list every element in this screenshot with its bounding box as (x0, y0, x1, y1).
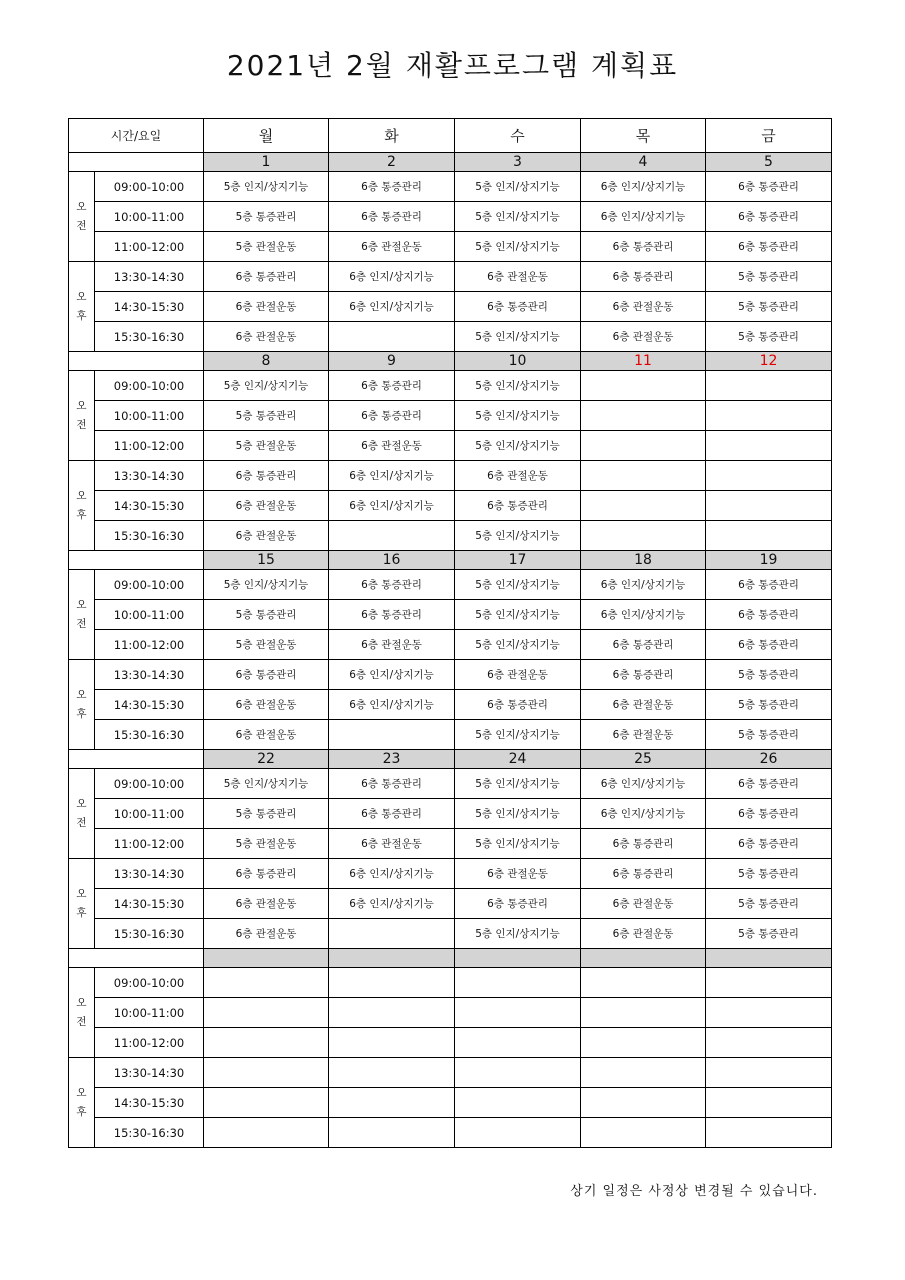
time-slot-row (69, 371, 832, 401)
program-cell: 6층 통증관리 (581, 232, 706, 262)
program-cell: 6층 관절운동 (455, 859, 581, 889)
program-cell: 6층 관절운동 (455, 461, 581, 491)
time-slot-row (69, 829, 832, 859)
program-cell: 6층 통증관리 (329, 600, 455, 630)
program-cell: 5층 관절운동 (204, 630, 329, 660)
time-slot-row (69, 1088, 832, 1118)
program-cell (329, 1118, 455, 1148)
program-cell (706, 491, 832, 521)
program-cell: 5층 인지/상지기능 (455, 172, 581, 202)
time-cell: 14:30-15:30 (95, 491, 204, 521)
time-slot-row (69, 769, 832, 799)
program-cell: 6층 통증관리 (455, 491, 581, 521)
time-slot-row (69, 630, 832, 660)
time-slot-row (69, 570, 832, 600)
program-cell: 6층 인지/상지기능 (581, 172, 706, 202)
date-row (69, 750, 832, 769)
time-cell: 15:30-16:30 (95, 1118, 204, 1148)
program-cell (455, 1058, 581, 1088)
program-cell: 6층 통증관리 (204, 660, 329, 690)
program-cell: 6층 관절운동 (581, 690, 706, 720)
program-cell (706, 401, 832, 431)
date-cell: 12 (706, 352, 832, 371)
program-cell: 5층 인지/상지기능 (455, 829, 581, 859)
date-row (69, 153, 832, 172)
program-cell: 6층 인지/상지기능 (329, 889, 455, 919)
date-row-spacer (69, 750, 204, 769)
program-cell (204, 1118, 329, 1148)
time-slot-row (69, 262, 832, 292)
program-cell (581, 998, 706, 1028)
program-cell (706, 968, 832, 998)
program-cell (455, 998, 581, 1028)
program-cell: 5층 인지/상지기능 (455, 600, 581, 630)
program-cell: 6층 인지/상지기능 (329, 660, 455, 690)
time-slot-row (69, 1058, 832, 1088)
date-cell: 16 (329, 551, 455, 570)
time-slot-row (69, 600, 832, 630)
date-cell: 22 (204, 750, 329, 769)
time-cell: 14:30-15:30 (95, 1088, 204, 1118)
time-cell: 13:30-14:30 (95, 461, 204, 491)
period-am-label: 오전 (69, 769, 95, 859)
program-cell (581, 491, 706, 521)
program-cell: 6층 통증관리 (204, 859, 329, 889)
program-cell (581, 968, 706, 998)
day-header: 화 (329, 119, 455, 153)
schedule-table (68, 118, 832, 1148)
time-cell: 10:00-11:00 (95, 401, 204, 431)
program-cell: 5층 인지/상지기능 (455, 202, 581, 232)
program-cell (329, 919, 455, 949)
program-cell: 6층 관절운동 (329, 630, 455, 660)
program-cell: 6층 통증관리 (706, 799, 832, 829)
date-cell: 10 (455, 352, 581, 371)
program-cell (581, 371, 706, 401)
program-cell (581, 1088, 706, 1118)
time-cell: 11:00-12:00 (95, 829, 204, 859)
program-cell (581, 521, 706, 551)
program-cell: 5층 인지/상지기능 (204, 371, 329, 401)
program-cell: 5층 통증관리 (204, 202, 329, 232)
date-cell: 19 (706, 551, 832, 570)
date-row-spacer (69, 352, 204, 371)
program-cell: 6층 관절운동 (581, 889, 706, 919)
program-cell: 6층 통증관리 (455, 889, 581, 919)
program-cell: 6층 관절운동 (204, 521, 329, 551)
program-cell (204, 1028, 329, 1058)
time-cell: 13:30-14:30 (95, 859, 204, 889)
program-cell: 6층 통증관리 (706, 769, 832, 799)
day-header: 월 (204, 119, 329, 153)
program-cell: 6층 관절운동 (204, 919, 329, 949)
program-cell: 5층 통증관리 (204, 600, 329, 630)
program-cell: 6층 관절운동 (204, 690, 329, 720)
program-cell (706, 371, 832, 401)
program-cell: 5층 통증관리 (706, 720, 832, 750)
date-cell: 8 (204, 352, 329, 371)
time-slot-row (69, 491, 832, 521)
program-cell (581, 1058, 706, 1088)
program-cell: 6층 통증관리 (706, 172, 832, 202)
date-cell: 23 (329, 750, 455, 769)
time-slot-row (69, 889, 832, 919)
program-cell (581, 1028, 706, 1058)
program-cell: 6층 인지/상지기능 (329, 491, 455, 521)
program-cell (329, 720, 455, 750)
program-cell: 5층 통증관리 (706, 859, 832, 889)
program-cell: 5층 통증관리 (204, 401, 329, 431)
time-cell: 14:30-15:30 (95, 690, 204, 720)
program-cell (329, 1058, 455, 1088)
program-cell (329, 322, 455, 352)
time-cell: 13:30-14:30 (95, 1058, 204, 1088)
date-cell: 18 (581, 551, 706, 570)
program-cell: 6층 인지/상지기능 (329, 690, 455, 720)
program-cell: 6층 인지/상지기능 (329, 461, 455, 491)
program-cell (204, 1058, 329, 1088)
date-cell (329, 949, 455, 968)
time-cell: 13:30-14:30 (95, 660, 204, 690)
date-cell: 15 (204, 551, 329, 570)
time-cell: 09:00-10:00 (95, 570, 204, 600)
program-cell (329, 998, 455, 1028)
period-pm-label: 오후 (69, 262, 95, 352)
program-cell (581, 431, 706, 461)
time-cell: 15:30-16:30 (95, 919, 204, 949)
date-cell: 11 (581, 352, 706, 371)
program-cell (706, 1088, 832, 1118)
program-cell (455, 1028, 581, 1058)
date-cell: 3 (455, 153, 581, 172)
program-cell (204, 968, 329, 998)
program-cell: 6층 인지/상지기능 (329, 292, 455, 322)
period-pm-label: 오후 (69, 1058, 95, 1148)
page-title: 2021년 2월 재활프로그램 계획표 (226, 49, 679, 82)
date-cell: 1 (204, 153, 329, 172)
program-cell: 6층 통증관리 (581, 829, 706, 859)
program-cell: 6층 통증관리 (329, 799, 455, 829)
time-slot-row (69, 1118, 832, 1148)
program-cell (455, 968, 581, 998)
date-cell: 5 (706, 153, 832, 172)
period-pm-label: 오후 (69, 461, 95, 551)
date-cell: 9 (329, 352, 455, 371)
program-cell: 6층 통증관리 (706, 829, 832, 859)
time-slot-row (69, 461, 832, 491)
program-cell: 5층 인지/상지기능 (455, 232, 581, 262)
date-row (69, 352, 832, 371)
program-cell: 5층 통증관리 (706, 262, 832, 292)
program-cell: 6층 통증관리 (329, 202, 455, 232)
date-cell (706, 949, 832, 968)
program-cell: 6층 관절운동 (204, 720, 329, 750)
program-cell: 6층 통증관리 (581, 660, 706, 690)
period-am-label: 오전 (69, 570, 95, 660)
program-cell: 5층 인지/상지기능 (204, 172, 329, 202)
time-cell: 09:00-10:00 (95, 172, 204, 202)
program-cell: 6층 관절운동 (329, 232, 455, 262)
time-slot-row (69, 1028, 832, 1058)
program-cell: 5층 인지/상지기능 (455, 431, 581, 461)
program-cell: 5층 인지/상지기능 (455, 769, 581, 799)
period-am-label: 오전 (69, 968, 95, 1058)
program-cell: 5층 인지/상지기능 (455, 799, 581, 829)
program-cell: 5층 통증관리 (706, 660, 832, 690)
program-cell: 6층 통증관리 (455, 292, 581, 322)
day-header: 목 (581, 119, 706, 153)
program-cell: 5층 통증관리 (706, 919, 832, 949)
program-cell: 6층 통증관리 (706, 232, 832, 262)
time-slot-row (69, 799, 832, 829)
corner-header: 시간/요일 (69, 119, 204, 153)
time-cell: 09:00-10:00 (95, 371, 204, 401)
program-cell: 6층 관절운동 (581, 322, 706, 352)
program-cell (329, 521, 455, 551)
header-row (69, 119, 832, 153)
program-cell: 6층 인지/상지기능 (329, 262, 455, 292)
time-slot-row (69, 232, 832, 262)
program-cell: 5층 인지/상지기능 (204, 769, 329, 799)
day-header: 금 (706, 119, 832, 153)
time-slot-row (69, 919, 832, 949)
date-row-spacer (69, 551, 204, 570)
time-cell: 14:30-15:30 (95, 292, 204, 322)
program-cell: 5층 인지/상지기능 (455, 521, 581, 551)
time-slot-row (69, 660, 832, 690)
program-cell: 6층 통증관리 (581, 262, 706, 292)
date-row-spacer (69, 949, 204, 968)
program-cell: 6층 관절운동 (329, 829, 455, 859)
time-cell: 15:30-16:30 (95, 720, 204, 750)
program-cell: 6층 관절운동 (204, 491, 329, 521)
program-cell: 6층 통증관리 (706, 570, 832, 600)
program-cell (706, 1028, 832, 1058)
program-cell: 5층 인지/상지기능 (455, 401, 581, 431)
time-cell: 10:00-11:00 (95, 998, 204, 1028)
period-pm-label: 오후 (69, 660, 95, 750)
program-cell: 5층 통증관리 (204, 799, 329, 829)
program-cell: 5층 인지/상지기능 (455, 919, 581, 949)
program-cell: 6층 통증관리 (706, 202, 832, 232)
time-slot-row (69, 859, 832, 889)
program-cell: 5층 통증관리 (706, 292, 832, 322)
program-cell: 5층 통증관리 (706, 889, 832, 919)
program-cell: 6층 인지/상지기능 (329, 859, 455, 889)
program-cell (581, 401, 706, 431)
time-slot-row (69, 431, 832, 461)
program-cell: 5층 관절운동 (204, 232, 329, 262)
time-cell: 09:00-10:00 (95, 968, 204, 998)
program-cell: 6층 통증관리 (329, 371, 455, 401)
program-cell (329, 1028, 455, 1058)
date-cell: 24 (455, 750, 581, 769)
program-cell: 5층 인지/상지기능 (455, 322, 581, 352)
date-cell: 2 (329, 153, 455, 172)
time-slot-row (69, 720, 832, 750)
program-cell: 5층 관절운동 (204, 829, 329, 859)
program-cell: 6층 통증관리 (204, 262, 329, 292)
program-cell: 6층 인지/상지기능 (581, 570, 706, 600)
program-cell: 6층 관절운동 (329, 431, 455, 461)
program-cell (706, 998, 832, 1028)
program-cell: 5층 인지/상지기능 (204, 570, 329, 600)
program-cell: 6층 인지/상지기능 (581, 769, 706, 799)
footnote: 상기 일정은 사정상 변경될 수 있습니다. (570, 1184, 818, 1199)
program-cell: 6층 관절운동 (455, 262, 581, 292)
time-cell: 09:00-10:00 (95, 769, 204, 799)
time-slot-row (69, 998, 832, 1028)
date-row (69, 551, 832, 570)
program-cell (706, 1118, 832, 1148)
program-cell (581, 461, 706, 491)
time-cell: 11:00-12:00 (95, 630, 204, 660)
program-cell (329, 968, 455, 998)
program-cell: 6층 관절운동 (204, 292, 329, 322)
time-slot-row (69, 690, 832, 720)
program-cell: 6층 관절운동 (581, 919, 706, 949)
time-cell: 15:30-16:30 (95, 322, 204, 352)
time-cell: 11:00-12:00 (95, 431, 204, 461)
program-cell: 6층 관절운동 (455, 660, 581, 690)
program-cell: 6층 인지/상지기능 (581, 600, 706, 630)
time-slot-row (69, 172, 832, 202)
program-cell (706, 431, 832, 461)
program-cell: 5층 인지/상지기능 (455, 630, 581, 660)
program-cell: 5층 관절운동 (204, 431, 329, 461)
program-cell: 6층 통증관리 (329, 401, 455, 431)
program-cell: 6층 통증관리 (706, 630, 832, 660)
time-slot-row (69, 322, 832, 352)
period-am-label: 오전 (69, 172, 95, 262)
program-cell: 5층 인지/상지기능 (455, 720, 581, 750)
program-cell (204, 998, 329, 1028)
program-cell: 6층 인지/상지기능 (581, 202, 706, 232)
program-cell: 6층 인지/상지기능 (581, 799, 706, 829)
program-cell (706, 461, 832, 491)
program-cell: 6층 관절운동 (204, 889, 329, 919)
program-cell: 5층 통증관리 (706, 322, 832, 352)
program-cell (455, 1118, 581, 1148)
program-cell: 6층 관절운동 (581, 720, 706, 750)
program-cell: 6층 통증관리 (581, 859, 706, 889)
program-cell (329, 1088, 455, 1118)
program-cell: 6층 통증관리 (581, 630, 706, 660)
date-cell (204, 949, 329, 968)
program-cell: 6층 통증관리 (329, 570, 455, 600)
time-cell: 10:00-11:00 (95, 202, 204, 232)
time-slot-row (69, 292, 832, 322)
program-cell: 6층 통증관리 (329, 172, 455, 202)
time-cell: 10:00-11:00 (95, 799, 204, 829)
program-cell: 6층 통증관리 (706, 600, 832, 630)
time-cell: 14:30-15:30 (95, 889, 204, 919)
program-cell: 6층 관절운동 (204, 322, 329, 352)
program-cell (581, 1118, 706, 1148)
date-cell: 25 (581, 750, 706, 769)
program-cell: 5층 통증관리 (706, 690, 832, 720)
time-cell: 11:00-12:00 (95, 1028, 204, 1058)
program-cell: 6층 통증관리 (455, 690, 581, 720)
day-header: 수 (455, 119, 581, 153)
program-cell (455, 1088, 581, 1118)
program-cell: 6층 통증관리 (329, 769, 455, 799)
program-cell: 6층 통증관리 (204, 461, 329, 491)
period-am-label: 오전 (69, 371, 95, 461)
period-pm-label: 오후 (69, 859, 95, 949)
program-cell (706, 1058, 832, 1088)
time-slot-row (69, 202, 832, 232)
date-cell (581, 949, 706, 968)
program-cell (204, 1088, 329, 1118)
date-cell (455, 949, 581, 968)
date-row-spacer (69, 153, 204, 172)
time-cell: 11:00-12:00 (95, 232, 204, 262)
program-cell: 5층 인지/상지기능 (455, 570, 581, 600)
date-cell: 26 (706, 750, 832, 769)
program-cell (706, 521, 832, 551)
time-cell: 13:30-14:30 (95, 262, 204, 292)
time-cell: 10:00-11:00 (95, 600, 204, 630)
time-slot-row (69, 968, 832, 998)
time-slot-row (69, 401, 832, 431)
program-cell: 5층 인지/상지기능 (455, 371, 581, 401)
program-cell: 6층 관절운동 (581, 292, 706, 322)
time-slot-row (69, 521, 832, 551)
date-cell: 17 (455, 551, 581, 570)
time-cell: 15:30-16:30 (95, 521, 204, 551)
date-cell: 4 (581, 153, 706, 172)
date-row (69, 949, 832, 968)
